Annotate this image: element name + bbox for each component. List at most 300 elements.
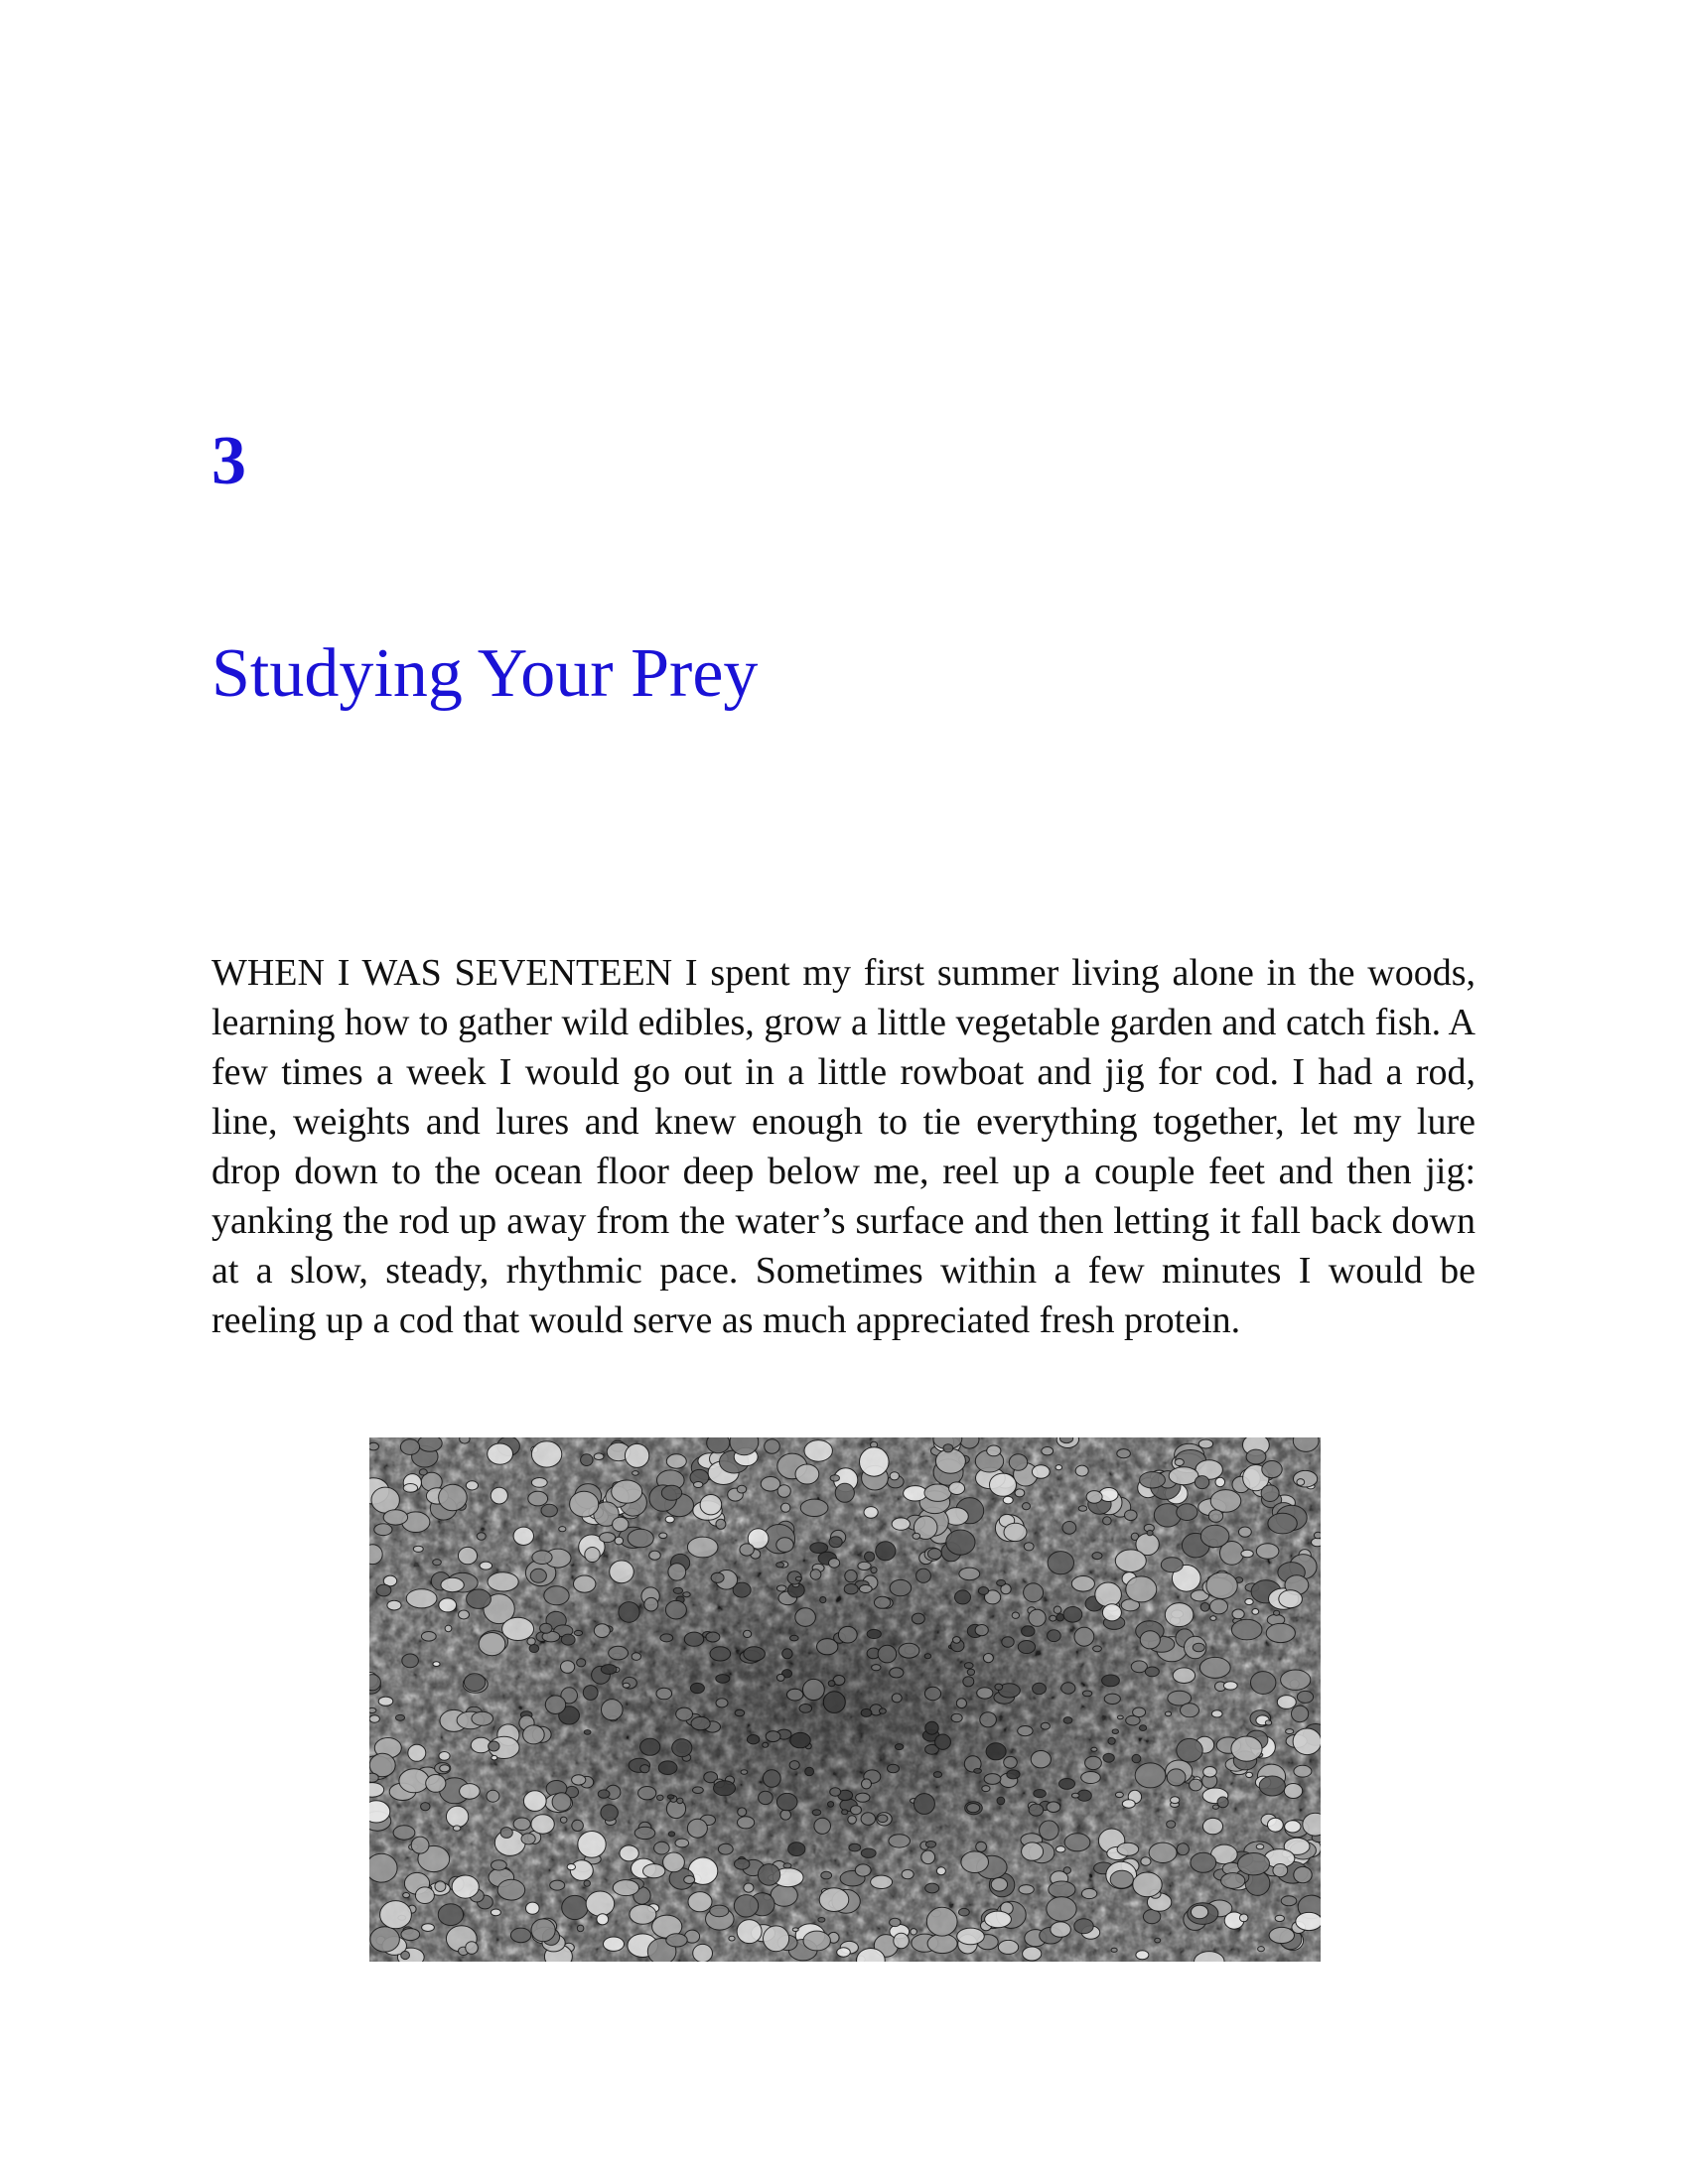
chapter-number: 3 [211,423,246,499]
pebble [369,1675,380,1691]
pebble [523,1791,546,1812]
pebble [472,1711,493,1725]
pebble [1297,1479,1305,1486]
pebble [991,1878,1007,1892]
pebble [570,1860,593,1881]
pebble [459,1610,470,1619]
pebble [1262,1461,1282,1478]
pebble [1165,1711,1171,1716]
pebble [513,1818,530,1831]
chapter-title: Studying Your Prey [211,635,759,712]
pebble [1265,1720,1271,1725]
pebble [479,1633,505,1656]
pebble [452,1875,479,1898]
pebble [531,1478,547,1488]
pebble [418,1437,442,1451]
pebble [1286,1729,1294,1734]
pebble [620,1845,638,1861]
pebble [890,1918,901,1926]
pebble [1312,1538,1322,1547]
pebble [1273,1864,1288,1877]
pebble [403,1893,410,1898]
pebble [376,1584,391,1596]
pebble [1246,1772,1253,1777]
pebble [663,1852,685,1872]
gravel-texture-image [369,1437,1321,1962]
pebble [1281,1896,1297,1906]
pebble [792,1928,798,1932]
pebble [864,1507,878,1519]
pebble [1074,1919,1093,1934]
pebble [1024,1543,1034,1551]
pebble [439,1598,457,1612]
pebble [911,1929,917,1935]
pebble [477,1533,486,1541]
pebble [458,1547,477,1564]
pebble [422,1924,435,1932]
pebble [1199,1657,1230,1678]
pebble [700,1495,722,1515]
pebble [559,1527,566,1532]
pebble [649,1551,661,1560]
gravel-footprint-photo [369,1437,1321,1962]
pebble [460,1437,470,1443]
pebble [574,1575,596,1592]
pebble [765,1439,780,1454]
pebble [1165,1603,1194,1627]
pebble [491,1487,507,1504]
pebble [990,1473,1017,1496]
pebble [1095,1582,1122,1607]
pebble [438,1904,463,1926]
pebble [1133,1872,1162,1897]
pebble [530,1569,546,1582]
pebble [633,1471,639,1476]
pebble [1256,1544,1279,1560]
pebble [892,1518,910,1530]
pebble [987,1445,1001,1456]
pebble [1259,1776,1285,1796]
pebble [1193,1643,1204,1652]
pebble [1279,1590,1303,1608]
pebble [383,1510,407,1525]
pebble [584,1880,590,1886]
pebble [795,1464,819,1484]
pebble [837,1948,851,1957]
pebble [1081,1888,1096,1898]
pebble [401,1929,420,1941]
pebble [1115,1792,1123,1797]
pebble [453,1826,461,1831]
pebble [734,1895,758,1917]
pebble [835,1483,854,1502]
pebble [1055,1846,1065,1852]
pebble [1268,1818,1284,1832]
pebble [1167,1821,1176,1828]
pebble [777,1485,790,1498]
pebble [1210,1599,1228,1614]
pebble [1198,1439,1212,1448]
pebble [369,1707,376,1712]
pebble [1147,1530,1153,1535]
pebble [421,1803,430,1811]
pebble [1103,1517,1112,1525]
pebble [1022,1843,1044,1860]
pebble [1181,1704,1199,1717]
pebble [1171,1797,1180,1804]
pebble [1195,1476,1208,1489]
pebble [369,1715,379,1722]
pebble [445,1625,452,1632]
pebble [594,1453,604,1460]
pebble [1202,1818,1222,1834]
pebble [1141,1857,1151,1866]
pebble [380,1901,412,1929]
pebble [541,1504,557,1517]
pebble [480,1562,492,1570]
pebble [1060,1437,1073,1443]
pebble [1206,1572,1237,1599]
pebble [393,1826,415,1840]
pebble [1055,1465,1062,1470]
pebble [860,1447,890,1476]
pebble [1149,1843,1177,1862]
pebble [1221,1873,1245,1889]
pebble [1019,1885,1034,1894]
pebble [550,1880,565,1890]
pebble [1245,1598,1253,1604]
pebble [413,1546,423,1552]
pebble [684,1876,695,1884]
pebble [1275,1915,1284,1921]
pebble [1177,1504,1197,1521]
pebble [913,1533,920,1539]
pebble [707,1437,730,1453]
pebble [1191,1852,1216,1872]
pebble [513,1527,533,1545]
pebble [399,1769,429,1793]
pebble [1190,1779,1202,1791]
pebble [1215,1477,1225,1486]
pebble [804,1440,832,1462]
pebble [1246,1449,1266,1464]
pebble [1210,1490,1241,1513]
pebble [935,1449,965,1474]
pebble [818,1918,825,1923]
pebble [581,1454,593,1466]
pebble [1292,1706,1309,1722]
pebble [426,1775,446,1793]
pebble [1023,1503,1031,1510]
pebble [1200,1603,1209,1612]
pebble [489,1741,499,1751]
pebble [567,1864,575,1870]
pebble [1167,1769,1186,1786]
pebble [1269,1927,1294,1943]
pebble [1294,1765,1312,1777]
pebble [560,1817,567,1823]
pebble [1223,1682,1237,1690]
pebble [1092,1553,1102,1560]
pebble [585,1548,600,1563]
pebble [1296,1912,1321,1930]
pebble [1266,1623,1295,1642]
pebble [1231,1619,1262,1640]
pebble [1003,1496,1013,1504]
pebble [401,1951,410,1959]
pebble [1231,1736,1262,1761]
pebble [819,1888,849,1912]
pebble [387,1600,401,1610]
pebble [803,1931,830,1951]
pebble [446,1806,468,1827]
pebble [1297,1691,1313,1703]
pebble [1004,1523,1027,1541]
pebble [1239,1527,1252,1537]
pebble [1117,1843,1139,1855]
pebble [625,1443,648,1467]
pebble [1256,1844,1264,1849]
pebble [871,1875,893,1888]
pebble [1051,1922,1071,1937]
pebble [1086,1491,1102,1504]
pebble [502,1617,534,1640]
pebble [597,1914,609,1925]
pebble [1117,1449,1131,1458]
pebble [628,1529,653,1548]
pebble [400,1439,419,1455]
pebble [403,1484,417,1493]
pebble [440,1765,450,1772]
pebble [577,1925,584,1932]
pebble [894,1933,910,1949]
pebble [1125,1510,1138,1521]
pebble [510,1928,530,1943]
pebble [460,1784,481,1800]
pebble [441,1577,464,1591]
pebble [1274,1610,1280,1615]
pebble [615,1537,624,1545]
pebble [1110,1870,1133,1888]
pebble [1251,1672,1276,1695]
pebble [1268,1513,1297,1534]
pebble [604,1937,625,1951]
pebble [1241,1550,1253,1558]
pebble [737,1485,746,1493]
pebble [570,1491,599,1517]
pebble [943,1444,953,1452]
pebble [1211,1710,1222,1717]
pebble [1258,1947,1265,1952]
pebble [406,1589,437,1608]
pebble [419,1469,427,1475]
pebble [1284,1784,1302,1799]
pebble [1042,1447,1054,1455]
pebble [1023,1947,1042,1961]
pebble [408,1744,426,1761]
pebble [924,1484,951,1501]
pebble [1203,1767,1217,1778]
pebble [369,1442,379,1450]
pebble [830,1475,839,1481]
pebble [666,1934,687,1947]
pebble [1111,1948,1117,1952]
pebble [800,1499,828,1516]
pebble [378,1697,393,1706]
pebble [562,1895,588,1919]
pebble [1175,1459,1184,1466]
pebble [369,1773,378,1782]
pebble [761,1477,780,1492]
pebble [1294,1866,1312,1882]
pebble [1064,1834,1090,1851]
pebble [926,1907,957,1936]
pebble [497,1879,525,1900]
pebble [433,1560,442,1566]
pebble [1047,1897,1076,1922]
pebble [1314,1532,1321,1539]
pebble [1177,1738,1202,1762]
pebble [716,1519,726,1529]
pebble [959,1908,970,1916]
pebble [1293,1728,1321,1755]
pebble [415,1887,434,1904]
pebble [488,1572,518,1591]
body-paragraph: WHEN I WAS SEVENTEEN I spent my first summer living alone in the woods, learning how to gather wild edibles, grow a little vegetable garden and catch fish. A few times a week I would go out in a little rowboat and jig for cod. I had a rod, line, weights and lures and knew enough to tie everything together, let my lure drop down to the ocean floor deep below me, reel up a couple feet and then jig: yanking the rod up away from the water’s surface and then letting it fall back down at a slow, steady, rhythmic pace. Sometimes within a few minutes I would be reeling up a cod that would serve as much appreciated fresh protein. [211,952,1476,1341]
pebble [1032,1465,1050,1479]
pebble [466,1481,478,1490]
pebble [1239,1914,1248,1922]
pebble [1015,1489,1025,1497]
pebble [985,1911,1012,1928]
pebble [500,1828,512,1839]
pebble [531,1441,561,1467]
pebble [1177,1843,1189,1855]
pebble [1048,1552,1073,1574]
pebble [374,1524,392,1536]
pebble [957,1928,985,1945]
pebble [487,1790,499,1802]
pebble [1208,1510,1222,1522]
pebble [1140,1631,1160,1649]
pebble [612,1480,642,1503]
pebble [586,1891,615,1916]
pebble [531,1919,555,1942]
pebble [1252,1609,1259,1615]
pebble [1169,1467,1198,1485]
pebble [1294,1470,1318,1487]
pebble [600,1533,616,1543]
pebble [1122,1800,1135,1808]
pebble [1063,1867,1070,1874]
pebble [370,1927,400,1952]
pebble [395,1714,404,1720]
pebble [1075,1465,1088,1476]
pebble [1212,1805,1218,1809]
pebble [421,1632,436,1642]
pebble [1261,1485,1279,1502]
pebble [1062,1522,1076,1535]
pebble [1140,1472,1166,1488]
pebble [1136,1951,1149,1960]
pebble [890,1472,899,1480]
pebble [693,1944,713,1962]
pebble [665,1516,674,1523]
pebble [411,1837,429,1853]
pebble [532,1551,552,1565]
pebble [902,1869,914,1878]
pebble [1009,1454,1027,1471]
pebble [688,1892,712,1912]
pebble [1115,1550,1146,1572]
pebble [464,1674,485,1692]
pebble [1281,1670,1311,1690]
pebble [1285,1821,1301,1833]
pebble [630,1905,656,1925]
pebble [492,1860,507,1870]
pebble [1049,1881,1075,1898]
pebble [521,1834,535,1844]
pebble [402,1654,419,1668]
pebble [661,1485,681,1500]
pebble [936,1867,945,1875]
pebble [578,1832,606,1858]
pebble [433,1662,440,1667]
pebble [439,1484,468,1511]
pebble [528,1491,548,1506]
pebble [572,1820,584,1831]
pebble [694,1482,703,1488]
pebble [466,1942,479,1955]
pebble [737,1920,762,1944]
pebble [1078,1506,1087,1511]
pebble [1071,1576,1094,1592]
pebble [744,1883,754,1892]
pebble [729,1936,735,1941]
pebble [613,1880,638,1896]
pebble [492,1755,497,1760]
pebble [491,1909,500,1916]
pebble [1191,1905,1207,1918]
pebble [526,1902,540,1914]
pebble [369,1853,397,1882]
pebble [1161,1558,1183,1572]
pebble [904,1486,927,1501]
pebble [1238,1853,1270,1875]
pebble [1232,1609,1244,1619]
pebble [927,1934,957,1954]
pebble [531,1815,554,1834]
pebble [435,1881,446,1892]
pebble [1173,1668,1195,1684]
pebble [1155,1938,1161,1943]
pebble [764,1926,789,1952]
pebble [488,1443,513,1464]
pebble [666,1454,686,1468]
pebble [643,1864,665,1878]
pebble [925,1883,939,1893]
pebble [781,1503,790,1512]
footprint-depression [508,1537,1164,1874]
pebble [659,1533,667,1539]
pebble [544,1586,569,1605]
pebble [998,1940,1018,1954]
pebble [467,1589,492,1608]
pebble [1200,1525,1229,1547]
pebble [1277,1696,1296,1709]
pebble [949,1482,965,1495]
pebble [1210,1616,1216,1621]
